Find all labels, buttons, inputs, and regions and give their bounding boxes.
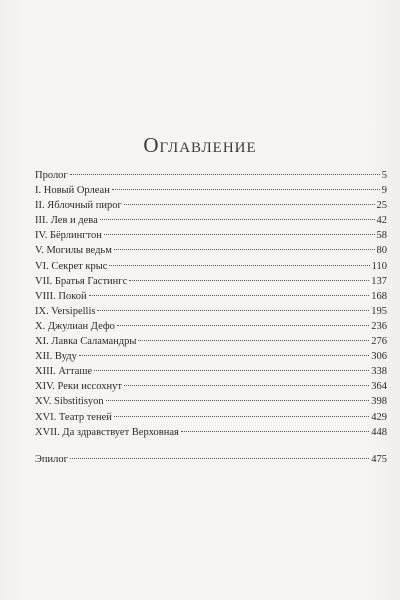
toc-entry <box>35 304 387 319</box>
toc-entry-page: 398 <box>371 396 387 408</box>
dot-leader <box>112 189 380 190</box>
toc-entry <box>35 319 387 334</box>
toc-entry-label: III. Лев и дева <box>35 215 98 227</box>
toc-entry-page: 9 <box>381 185 387 197</box>
dot-leader <box>79 355 369 356</box>
toc-entry-page: 429 <box>371 411 387 423</box>
toc-entry-label: XI. Лавка Саламандры <box>35 336 137 348</box>
toc-entry-page: 364 <box>371 381 387 393</box>
toc-entry <box>35 379 387 394</box>
toc-entry <box>35 425 387 440</box>
toc-entry-page: 5 <box>381 170 387 181</box>
toc-entry-page: 195 <box>371 305 387 317</box>
dot-leader <box>181 431 369 432</box>
toc-title: Оглавление <box>143 133 257 157</box>
toc-entry <box>35 364 387 379</box>
toc-entry-page: 338 <box>371 366 387 378</box>
dot-leader <box>114 249 375 250</box>
dot-leader <box>104 234 375 235</box>
toc-entry-label: X. Джулиан Дефо <box>35 320 115 332</box>
table-of-contents <box>35 168 387 467</box>
toc-entry-label: VI. Секрет крыс <box>35 260 108 272</box>
toc-entry-label: XVII. Да здравствует Верховная <box>35 426 179 438</box>
toc-entry-label: XIV. Реки иссохнут <box>35 381 122 393</box>
dot-leader <box>70 458 369 459</box>
toc-entry <box>35 394 387 409</box>
toc-entry-label: XV. Sibstitisyon <box>35 396 104 408</box>
dot-leader <box>89 295 370 296</box>
dot-leader <box>70 174 380 175</box>
toc-entry-page: 306 <box>371 351 387 363</box>
toc-entry-label: II. Яблочный пирог <box>35 200 122 212</box>
dot-leader <box>109 265 369 266</box>
toc-entry <box>35 198 387 213</box>
toc-entry-label: XVI. Театр теней <box>35 411 112 423</box>
toc-entry-label: VII. Братья Гастингс <box>35 275 128 287</box>
dot-leader <box>100 219 375 220</box>
dot-leader <box>94 370 369 371</box>
dot-leader <box>117 325 369 326</box>
toc-entry-label: VIII. Покой <box>35 290 87 302</box>
dot-leader <box>114 416 369 417</box>
dot-leader <box>124 204 375 205</box>
toc-entry <box>35 243 387 258</box>
dot-leader <box>129 280 369 281</box>
toc-entry <box>35 259 387 274</box>
dot-leader <box>124 385 369 386</box>
toc-entry <box>35 289 387 304</box>
toc-entry <box>35 334 387 349</box>
toc-entry-epilogue <box>35 452 387 467</box>
toc-entry-page: 80 <box>376 245 387 257</box>
toc-entry-page: 236 <box>371 320 387 332</box>
toc-entry-label: Эпилог <box>35 453 68 465</box>
toc-entry-label: Пролог <box>35 170 68 181</box>
dot-leader <box>106 400 370 401</box>
toc-entry-page: 137 <box>371 275 387 287</box>
toc-entry-label: I. Новый Орлеан <box>35 185 110 197</box>
toc-entry <box>35 168 387 183</box>
dot-leader <box>138 340 369 341</box>
toc-entry-label: XII. Вуду <box>35 351 77 363</box>
toc-entry-label: XIII. Атташе <box>35 366 93 378</box>
toc-entry-label: IV. Бёрлингтон <box>35 230 102 242</box>
toc-entry-page: 25 <box>376 200 387 212</box>
toc-entry-page: 58 <box>376 230 387 242</box>
toc-entry-label: V. Могилы ведьм <box>35 245 112 257</box>
section-gap <box>35 440 387 452</box>
toc-entry-page: 475 <box>371 453 387 465</box>
toc-entry <box>35 410 387 425</box>
toc-entry-page: 448 <box>371 426 387 438</box>
toc-entry <box>35 274 387 289</box>
toc-entry-label: IX. Versipellis <box>35 305 96 317</box>
toc-entry <box>35 349 387 364</box>
toc-entry <box>35 183 387 198</box>
toc-entry <box>35 228 387 243</box>
toc-entry-page: 276 <box>371 336 387 348</box>
toc-entry <box>35 213 387 228</box>
toc-entry-page: 110 <box>371 260 387 272</box>
toc-entry-page: 42 <box>376 215 387 227</box>
toc-entry-page: 168 <box>371 290 387 302</box>
dot-leader <box>97 310 369 311</box>
